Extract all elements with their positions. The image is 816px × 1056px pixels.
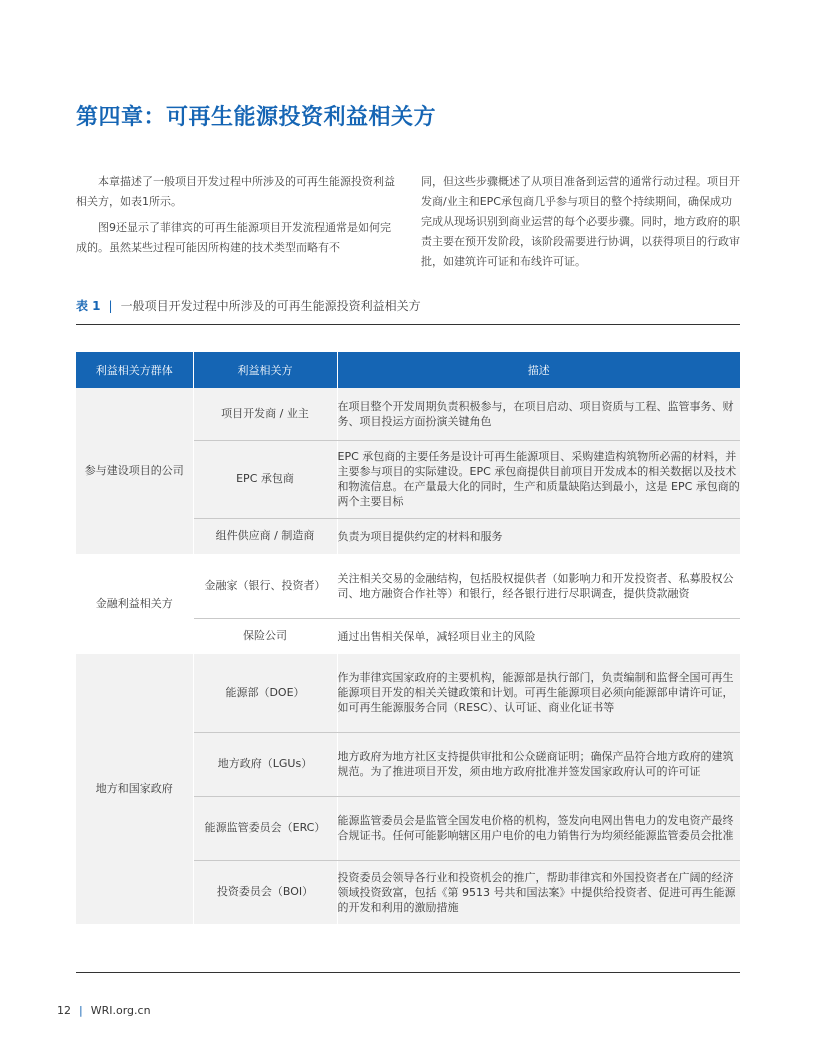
stakeholder-cell: 地方政府（LGUs） xyxy=(193,732,337,796)
table-caption-text: 一般项目开发过程中所涉及的可再生能源投资利益相关方 xyxy=(120,299,421,313)
intro-right-column xyxy=(421,172,741,278)
stakeholder-cell: 保险公司 xyxy=(193,618,337,654)
intro-paragraph: 本章描述了一般项目开发过程中所涉及的可再生能源投资利益相关方，如表1所示。 xyxy=(76,175,395,208)
stakeholder-table xyxy=(76,352,740,924)
intro-left-column xyxy=(76,172,396,264)
header-stakeholder: 利益相关方 xyxy=(193,352,337,388)
table-header-row xyxy=(76,352,740,388)
group-cell: 地方和国家政府 xyxy=(76,654,193,924)
stakeholder-cell: 能源监管委员会（ERC） xyxy=(193,796,337,860)
stakeholder-cell: 组件供应商 / 制造商 xyxy=(193,518,337,554)
description-cell: 关注相关交易的金融结构，包括股权提供者（如影响力和开发投资者、私募股权公司、地方融资合作社等）和银行，经各银行进行尽职调查，提供贷款融资 xyxy=(337,554,740,618)
stakeholder-cell: EPC 承包商 xyxy=(193,440,337,518)
intro-paragraph: 图9还显示了菲律宾的可再生能源项目开发流程通常是如何完成的。虽然某些过程可能因所构建的技术类型而略有不 xyxy=(76,221,391,254)
header-description: 描述 xyxy=(337,352,740,388)
description-cell: 在项目整个开发周期负责积极参与，在项目启动、项目资质与工程、监管事务、财务、项目投运方面扮演关键角色 xyxy=(337,388,740,440)
intro-paragraph: 同，但这些步骤概述了从项目准备到运营的通常行动过程。项目开发商/业主和EPC承包商几乎参与项目的整个持续期间，确保成功完成从现场识别到商业运营的每个必要步骤。同时，地方政府的职责主要在预开发阶段，该阶段需要进行协调，以获得项目的行政审批，如建筑许可证和布线许可证。 xyxy=(421,175,740,268)
header-group: 利益相关方群体 xyxy=(76,352,193,388)
description-cell: 地方政府为地方社区支持提供审批和公众磋商证明；确保产品符合地方政府的建筑规范。为了推进项目开发，须由地方政府批准并签发国家政府认可的许可证 xyxy=(337,732,740,796)
footer-site-link[interactable]: WRI.org.cn xyxy=(90,1004,151,1017)
group-cell: 金融利益相关方 xyxy=(76,554,193,654)
table-caption xyxy=(76,297,740,314)
description-cell: 投资委员会领导各行业和投资机会的推广，帮助菲律宾和外国投资者在广阔的经济领域投资致富，包括《第 9513 号共和国法案》中提供给投资者、促进可再生能源的开发和利用的激励措施 xyxy=(337,860,740,924)
table-row xyxy=(76,654,740,732)
description-cell: EPC 承包商的主要任务是设计可再生能源项目、采购建造构筑物所必需的材料，并主要参与项目的实际建设。EPC 承包商提供目前项目开发成本的相关数据以及技术和物流信息。在产量最大化的同时，生产和质量缺陷达到最小，这是 EPC 承包商的两个主要目标 xyxy=(337,440,740,518)
stakeholder-cell: 金融家（银行、投资者） xyxy=(193,554,337,618)
caption-separator: | xyxy=(108,299,113,313)
description-cell: 负责为项目提供约定的材料和服务 xyxy=(337,518,740,554)
footer-separator: | xyxy=(79,1004,83,1017)
footer-rule xyxy=(76,972,740,973)
page-title: 第四章：可再生能源投资利益相关方 xyxy=(76,105,437,130)
caption-rule xyxy=(76,324,740,325)
stakeholder-cell: 项目开发商 / 业主 xyxy=(193,388,337,440)
description-cell: 通过出售相关保单，减轻项目业主的风险 xyxy=(337,618,740,654)
table-label: 表 1 xyxy=(76,299,101,313)
group-cell: 参与建设项目的公司 xyxy=(76,388,193,554)
page-number: 12 xyxy=(57,1004,71,1017)
description-cell: 能源监管委员会是监管全国发电价格的机构，签发向电网出售电力的发电资产最终合规证书。任何可能影响辖区用户电价的电力销售行为均须经能源监管委员会批准 xyxy=(337,796,740,860)
description-cell: 作为菲律宾国家政府的主要机构，能源部是执行部门，负责编制和监督全国可再生能源项目开发的相关关键政策和计划。可再生能源项目必须向能源部申请许可证，如可再生能源服务合同（RESC）、认可证、商业化证书等 xyxy=(337,654,740,732)
stakeholder-cell: 能源部（DOE） xyxy=(193,654,337,732)
table-row xyxy=(76,388,740,440)
table-row xyxy=(76,554,740,618)
page-footer xyxy=(57,1004,151,1017)
stakeholder-cell: 投资委员会（BOI） xyxy=(193,860,337,924)
